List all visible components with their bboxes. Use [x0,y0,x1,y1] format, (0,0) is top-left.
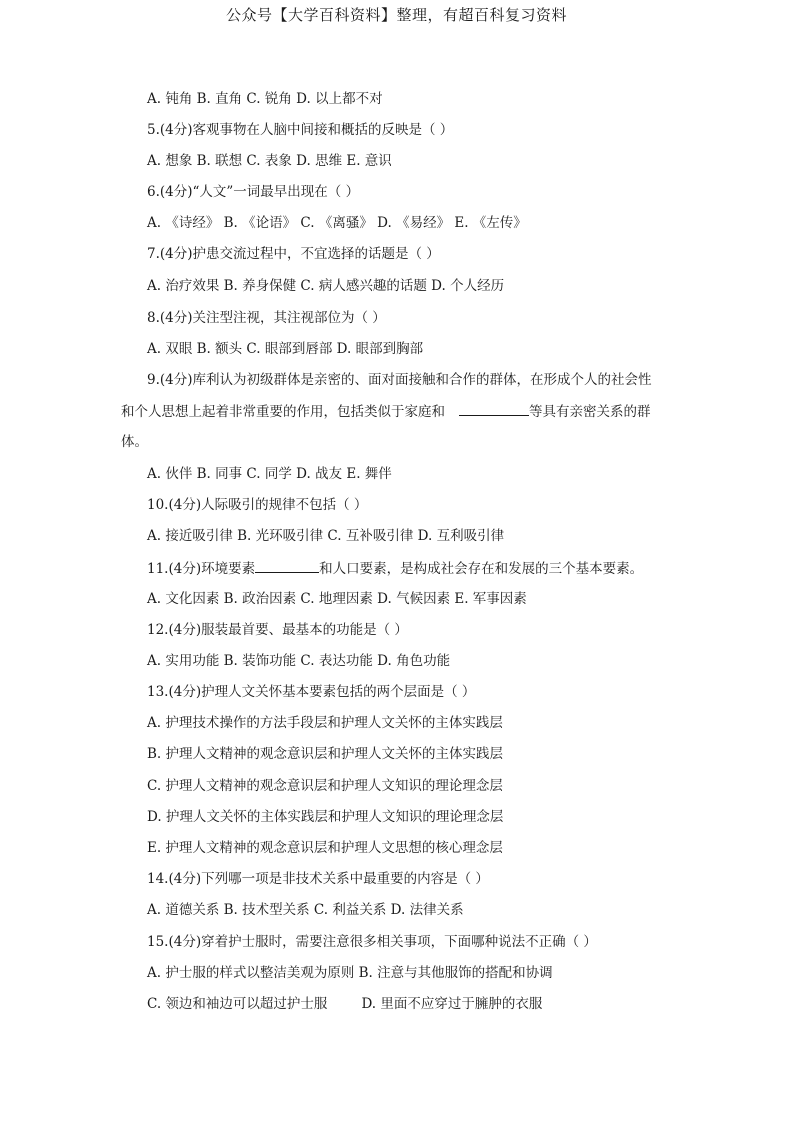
q13-option-c: C. 护理人文精神的观念意识层和护理人文知识的理论理念层 [147,778,503,794]
q9-stem-line2 [121,401,651,422]
q14-stem: 14.(4分)下列哪一项是非技术关系中最重要的内容是（ ） [147,871,489,887]
q5-options: A. 想象 B. 联想 C. 表象 D. 思维 E. 意识 [147,153,392,169]
q12-options: A. 实用功能 B. 装饰功能 C. 表达功能 D. 角色功能 [147,653,451,669]
page-header: 公众号【大学百科资料】整理，有超百科复习资料 [225,6,567,24]
q5-stem: 5.(4分)客观事物在人脑中间接和概括的反映是（ ） [147,122,454,138]
q9-stem-line1: 9.(4分)库利认为初级群体是亲密的、面对面接触和合作的群体，在形成个人的社会性 [147,372,652,388]
q8-options: A. 双眼 B. 额头 C. 眼部到唇部 D. 眼部到胸部 [147,341,424,357]
q15-options-ab: A. 护士服的样式以整洁美观为原则 B. 注意与其他服饰的搭配和协调 [147,965,553,981]
q10-options: A. 接近吸引律 B. 光环吸引律 C. 互补吸引律 D. 互利吸引律 [147,528,505,544]
q9-stem-line2-post: 等具有亲密关系的群 [529,404,651,420]
q13-option-b: B. 护理人文精神的观念意识层和护理人文关怀的主体实践层 [147,746,504,762]
q11-answer-blank [255,558,319,573]
q9-stem-line2-pre: 和个人思想上起着非常重要的作用，包括类似于家庭和 [121,404,445,420]
q7-options: A. 治疗效果 B. 养身保健 C. 病人感兴趣的话题 D. 个人经历 [147,278,505,294]
q13-option-e: E. 护理人文精神的观念意识层和护理人文思想的核心理念层 [147,840,503,856]
q9-options: A. 伙伴 B. 同事 C. 同学 D. 战友 E. 舞伴 [147,466,392,482]
q9-stem-line3: 体。 [121,434,148,450]
q15-options-cd [147,994,542,1014]
q15-option-d: D. 里面不应穿过于臃肿的衣服 [361,996,543,1012]
q11-stem-pre: 11.(4分)环境要素 [147,561,256,577]
q13-option-d: D. 护理人文关怀的主体实践层和护理人文知识的理论理念层 [147,809,504,825]
q6-stem: 6.(4分)“人文”一词最早出现在（ ） [147,184,360,200]
q4-options: A. 钝角 B. 直角 C. 锐角 D. 以上都不对 [147,91,383,107]
q15-stem: 15.(4分)穿着护士服时，需要注意很多相关事项，下面哪种说法不正确（ ） [147,934,597,950]
q7-stem: 7.(4分)护患交流过程中，不宜选择的话题是（ ） [147,246,440,262]
q9-answer-blank [459,401,529,416]
q11-options: A. 文化因素 B. 政治因素 C. 地理因素 D. 气候因素 E. 军事因素 [147,591,527,607]
q13-stem: 13.(4分)护理人文关怀基本要素包括的两个层面是（ ） [147,684,476,700]
q14-options: A. 道德关系 B. 技术型关系 C. 利益关系 D. 法律关系 [147,902,464,918]
q11-stem-post: 和人口要素，是构成社会存在和发展的三个基本要素。 [319,561,644,577]
q6-options: A. 《诗经》 B. 《论语》 C. 《离骚》 D. 《易经》 E. 《左传》 [147,215,527,231]
q8-stem: 8.(4分)关注型注视，其注视部位为（ ） [147,310,386,326]
q15-option-c: C. 领边和袖边可以超过护士服 [147,996,328,1012]
q13-option-a: A. 护理技术操作的方法手段层和护理人文关怀的主体实践层 [147,715,503,731]
q10-stem: 10.(4分)人际吸引的规律不包括（ ） [147,497,368,513]
q11-stem [147,558,643,579]
q12-stem: 12.(4分)服装最首要、最基本的功能是（ ） [147,622,408,638]
